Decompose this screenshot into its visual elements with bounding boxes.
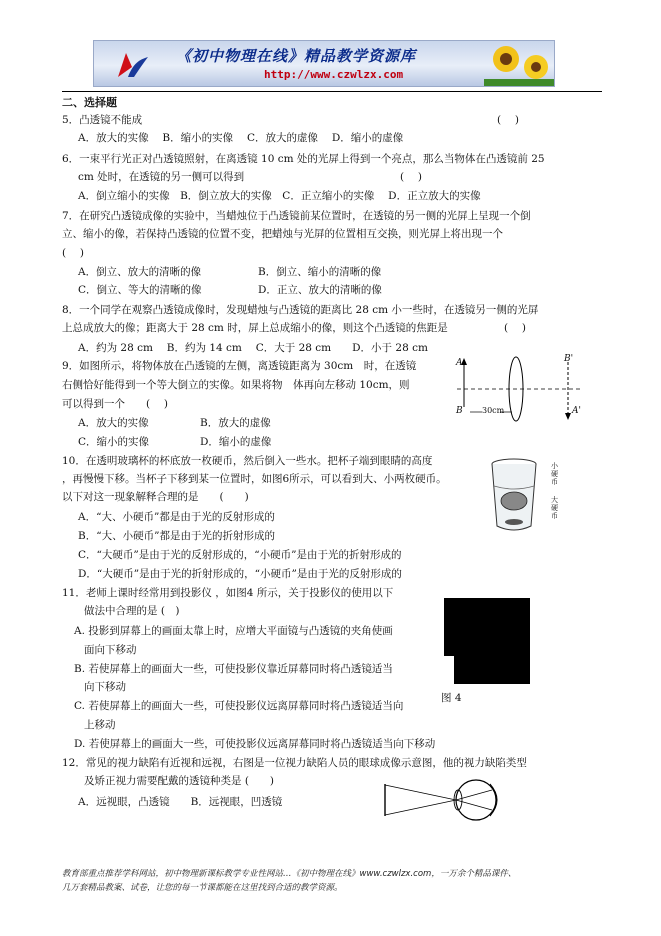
q11-line2: 做法中合理的是 ( ) xyxy=(84,605,180,617)
q11-optB2: 向下移动 xyxy=(84,681,126,693)
q7-optC: C．倒立、等大的清晰的像 xyxy=(78,284,202,296)
q9-line3: 可以得到一个 ( ) xyxy=(62,398,169,410)
fig-big-coin-label: 大硬币 xyxy=(551,496,558,520)
logo-icon xyxy=(112,47,152,81)
footer-line2: 几万套精品教案、试卷，让您的每一节课都能在这里找到合适的教学资源。 xyxy=(62,883,343,893)
q11-optC2: 上移动 xyxy=(84,719,116,731)
q11-optC1: C. 若使屏幕上的画面大一些，可使投影仪远离屏幕同时将凸透镜适当向 xyxy=(74,700,404,712)
q5-paren: ( ) xyxy=(497,114,520,126)
fig-label-a: A xyxy=(456,358,463,368)
q9-optB: B．放大的虚像 xyxy=(200,417,271,429)
q7-optA: A．倒立、放大的清晰的像 xyxy=(78,266,202,278)
banner-title: 《初中物理在线》精品教学资源库 xyxy=(176,47,417,65)
page-footer xyxy=(62,867,516,895)
q11-line1: 11．老师上课时经常用到投影仪 ，如图4 所示，关于投影仪的使用以下 xyxy=(62,587,394,599)
q10-optB: B．“大、小硬币”都是由于光的折射形成的 xyxy=(78,530,275,542)
q11-optA2: 面向下移动 xyxy=(84,644,137,656)
q9-line2: 右侧恰好能得到一个等大倒立的实像。如果将物 体再向左移动 10cm，则 xyxy=(62,379,410,391)
q9-optD: D．缩小的虚像 xyxy=(200,436,272,448)
fig-label-b2: B' xyxy=(564,354,574,364)
eye-diagram xyxy=(380,776,520,822)
q6-paren: ( ) xyxy=(400,171,423,183)
q10-line3: 以下对这一现象解释合理的是 ( ) xyxy=(62,491,249,503)
q6-options: A．倒立缩小的实像 B．倒立放大的实像 C．正立缩小的实像 D．正立放大的实像 xyxy=(78,190,481,202)
q6-line1: 6．一束平行光正对凸透镜照射，在离透镜 10 cm 处的光屏上得到一个亮点，那么当物体在凸透镜前 25 xyxy=(62,153,545,165)
q11-optD: D. 若使屏幕上的画面大一些，可使投影仪远离屏幕同时将凸透镜适当向下移动 xyxy=(74,738,436,750)
q7-line2: 立、缩小的像，若保持凸透镜的位置不变，把蜡烛与光屏的位置相互交换，则光屏上将出现一个 xyxy=(62,228,503,240)
q8-line1: 8．一个同学在观察凸透镜成像时，发现蜡烛与凸透镜的距离比 28 cm 小一些时，在透镜另一侧的光屏 xyxy=(62,304,539,316)
fig-label-b: B xyxy=(456,406,463,416)
q10-optD: D．“大硬币”是由于光的折射形成的，“小硬币”是由于光的反射形成的 xyxy=(78,568,402,580)
q7-line1: 7．在研究凸透镜成像的实验中，当蜡烛位于凸透镜前某位置时，在透镜的另一侧的光屏上呈现一个倒 xyxy=(62,210,531,222)
glass-illustration xyxy=(488,456,550,534)
q12-line2: 及矫正视力需要配戴的透镜种类是 ( ) xyxy=(84,775,275,787)
q7-line3: ( ) xyxy=(62,247,85,259)
sunflower-icon xyxy=(484,41,554,86)
q10-line2: ，再慢慢下移。当杯子下移到某一位置时，如图6所示，可以看到大、小两枚硬币。 xyxy=(62,473,447,485)
q8-line2: 上总成放大的像；距离大于 28 cm 时，屏上总成缩小的像，则这个凸透镜的焦距是 xyxy=(62,322,448,334)
q10-line1: 10．在透明玻璃杯的杯底放一枚硬币，然后倒入一些水。把杯子端到眼睛的高度 xyxy=(62,455,433,467)
q8-options: A．约为 28 cm B．约为 14 cm C．大于 28 cm D．小于 28 cm xyxy=(78,342,428,354)
fig4-caption: 图 4 xyxy=(441,692,462,704)
fig-small-coin-label: 小硬币 xyxy=(551,462,558,486)
projector-figure xyxy=(444,598,530,690)
q7-optB: B．倒立、缩小的清晰的像 xyxy=(258,266,382,278)
q12-options: A．远视眼，凸透镜 B．远视眼，凹透镜 xyxy=(78,796,283,808)
q8-paren: ( ) xyxy=(504,322,527,334)
q5-stem: 5．凸透镜不能成 xyxy=(62,114,143,126)
section-title: 二、选择题 xyxy=(62,91,602,110)
fig-label-a2: A' xyxy=(572,406,581,416)
q5-options: A．放大的实像 B．缩小的实像 C．放大的虚像 D．缩小的虚像 xyxy=(78,132,404,144)
footer-line1: 教育部重点推荐学科网站，初中物理新课标教学专业性网站…《初中物理在线》www.czwlzx.com，一万余个精品课件、 xyxy=(62,869,517,879)
q9-optA: A．放大的实像 xyxy=(78,417,149,429)
banner-url[interactable]: http://www.czwlzx.com xyxy=(264,68,404,81)
q6-line2: cm 处时，在透镜的另一侧可以得到 xyxy=(78,171,245,183)
q11-optA1: A. 投影到屏幕上的画面太靠上时，应增大平面镜与凸透镜的夹角使画 xyxy=(74,625,393,637)
q11-optB1: B. 若使屏幕上的画面大一些，可使投影仪靠近屏幕同时将凸透镜适当 xyxy=(74,663,393,675)
q12-line1: 12．常见的视力缺陷有近视和远视，右图是一位视力缺陷人员的眼球成像示意图，他的视力缺陷类型 xyxy=(62,757,527,769)
q10-optC: C．“大硬币”是由于光的反射形成的，“小硬币”是由于光的折射形成的 xyxy=(78,549,402,561)
q7-optD: D．正立、放大的清晰的像 xyxy=(258,284,382,296)
q10-optA: A．“大、小硬币”都是由于光的反射形成的 xyxy=(78,511,275,523)
q9-optC: C．缩小的实像 xyxy=(78,436,150,448)
fig-distance: 30cm xyxy=(482,406,505,415)
q9-line1: 9．如图所示，将物体放在凸透镜的左侧，离透镜距离为 30cm 时，在透镜 xyxy=(62,360,417,372)
site-banner xyxy=(93,40,555,87)
